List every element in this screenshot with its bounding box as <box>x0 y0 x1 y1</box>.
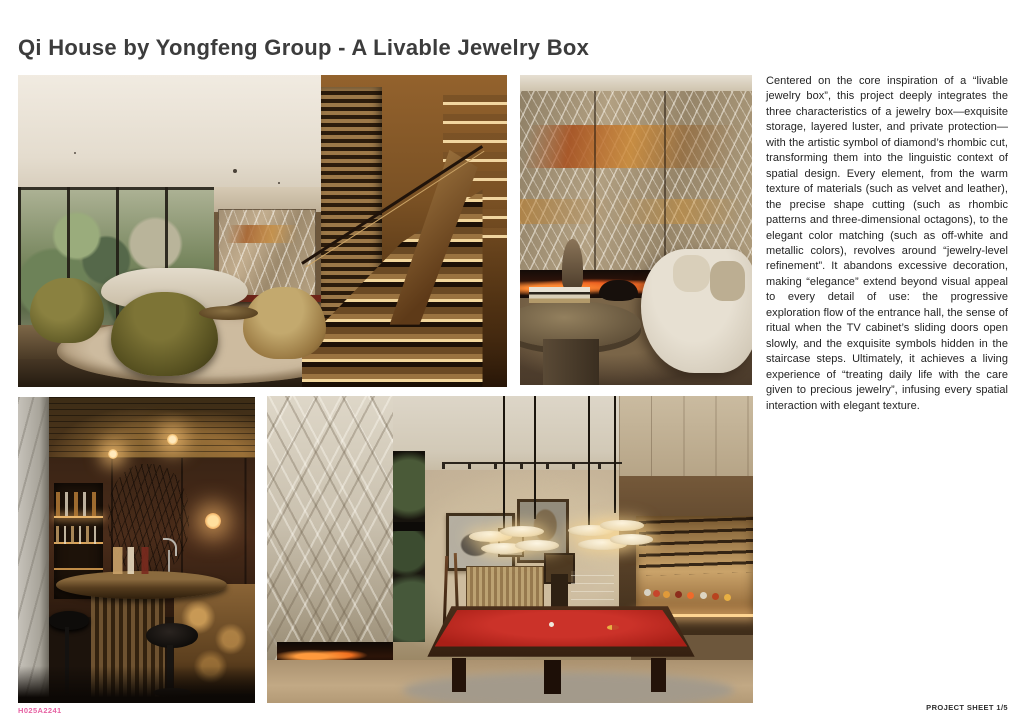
cue-rack <box>639 517 753 576</box>
sculpture <box>562 239 583 289</box>
wall-clock <box>551 574 568 608</box>
decanters <box>113 547 165 575</box>
dark-beam <box>393 522 425 531</box>
table-leg <box>544 660 561 694</box>
billiard-balls <box>607 625 619 630</box>
black-bowl <box>599 280 638 302</box>
page-title: Qi House by Yongfeng Group - A Livable Jewelry Box <box>18 34 590 60</box>
cushion <box>673 255 710 292</box>
glass-shelf <box>571 571 615 608</box>
pendant-stem <box>503 396 505 531</box>
book-stack <box>529 287 589 303</box>
disc-pendant-light <box>600 520 644 530</box>
garden-opening <box>393 451 425 641</box>
ceiling-downlight <box>108 449 118 459</box>
photo-living-room-staircase <box>18 75 507 387</box>
table-leg <box>452 658 467 692</box>
upper-cabinets <box>619 396 753 482</box>
red-pool-table-felt <box>435 610 688 647</box>
pendant-stem <box>614 396 616 513</box>
marble-panel-seams <box>520 91 752 271</box>
bottles <box>56 492 101 516</box>
billiard-ball <box>724 594 731 601</box>
faucet-stem <box>168 550 170 572</box>
track-lighting <box>442 462 622 469</box>
ceiling <box>520 75 752 91</box>
sheet-number-label: PROJECT SHEET 1/5 <box>926 703 1008 712</box>
ceiling-spotlights <box>233 169 237 173</box>
faceted-texture-wall <box>267 396 393 682</box>
ceiling-downlight <box>167 434 178 445</box>
photo-marble-fireplace-sofa <box>520 75 752 385</box>
project-description: Centered on the core inspiration of a “livable jewelry box”, this project deeply integrates the three characteristics of a jewelry box—exquisite storage, layered luster, and private protection—with the artistic symbol of diamond’s rhombic cut, transforming them into the linguistic context of spatial design. Every element, from the warm texture of materials (such as velvet and leather), the precise shape cutting (such as rhombic patterns and three-dimensional octagons), to the elegant color matching (such as off-white and metallic colors), revolves around “jewelry-level refinement”. It abandons excessive decoration, making “elegance” extend beyond visual appeal to every detail of use: the progressive exploration flow of the entrance hall, the sense of ritual when the TV cabinet’s sliding doors open slowly, and the exquisite symbols hidden in the staircase steps. Ultimately, it achieves a living experience of “treating daily life with the care given to precious jewelry”, infusing every spatial interaction with elegant texture. <box>766 75 1008 412</box>
round-bar-counter <box>56 571 227 599</box>
billiard-ball <box>712 593 719 600</box>
photo-billiards-room <box>267 396 753 703</box>
coffee-table <box>199 306 258 320</box>
disc-pendant-light <box>515 540 559 550</box>
wood-ceiling <box>49 397 255 464</box>
olive-armchair <box>30 278 103 344</box>
floor-shadow <box>18 666 255 703</box>
pendant-stem <box>588 396 590 525</box>
shelf-lighting <box>54 516 104 518</box>
disc-pendant-light <box>610 534 654 544</box>
glassware <box>56 526 101 544</box>
photo-home-bar <box>18 397 255 703</box>
olive-armchair <box>111 292 219 376</box>
tan-armchair <box>243 287 326 359</box>
entry-id-code: H025A2241 <box>18 706 62 715</box>
cue-ball <box>549 622 554 627</box>
table-leg <box>651 658 666 692</box>
marble-column <box>18 397 49 703</box>
cushion <box>710 261 745 301</box>
pendant-stem <box>534 396 536 519</box>
table-base <box>543 339 599 386</box>
marble-rust-vein <box>218 225 316 244</box>
billiard-ball <box>663 591 670 598</box>
